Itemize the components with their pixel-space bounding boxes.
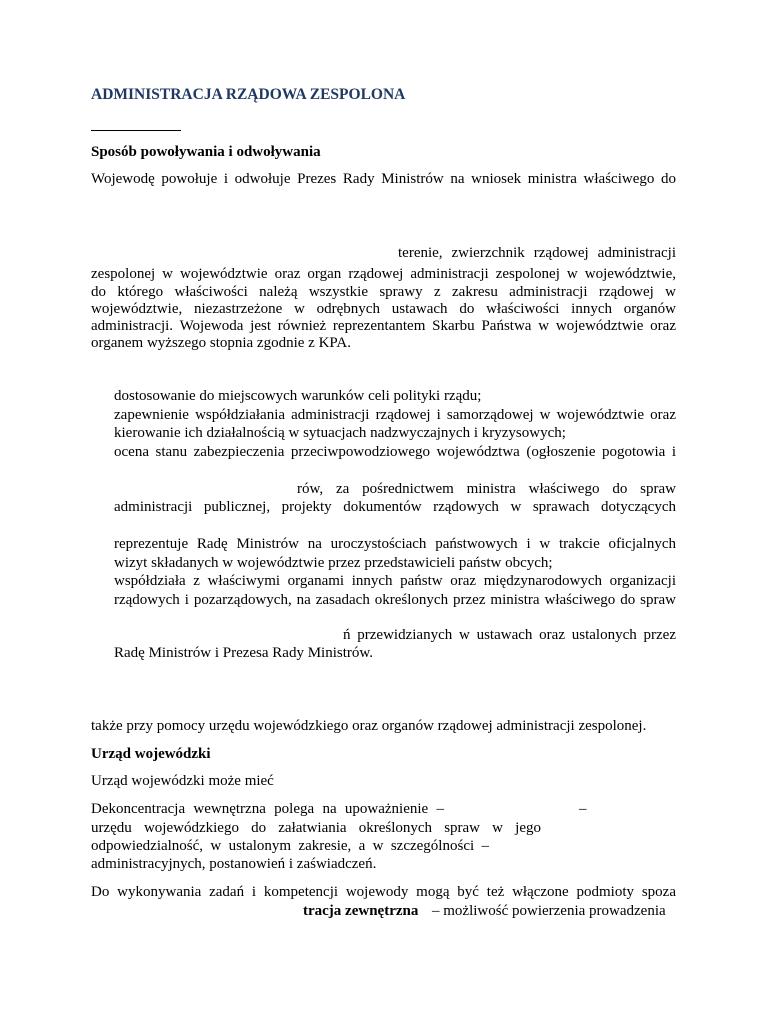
- list-item-line: zapewnienie współdziałania administracji rządowej i samorządowej w województwie oraz: [114, 407, 676, 423]
- list-item-line: reprezentuje Radę Ministrów na uroczystościach państwowych i w trakcie oficjalnych: [114, 536, 676, 552]
- list-item-line: współdziała z właściwymi organami innych państw oraz międzynarodowych organizacji: [114, 573, 676, 589]
- section-heading-appointment: Sposób powoływania i odwoływania: [91, 144, 321, 160]
- document-title: ADMINISTRACJA RZĄDOWA ZESPOLONA: [91, 86, 406, 103]
- paragraph-external-line-2: – możliwość powierzenia prowadzenia: [432, 903, 666, 919]
- external-deconcentration-term: tracja zewnętrzna: [303, 903, 419, 919]
- deconcentration-dash: –: [579, 801, 587, 817]
- list-item-line: ń przewidzianych w ustawach oraz ustalonych przez: [343, 627, 676, 643]
- paragraph-office-help: także przy pomocy urzędu wojewódzkiego oraz organów rządowej administracji zespolonej.: [91, 718, 647, 734]
- paragraph-office-may: Urząd wojewódzki może mieć: [91, 773, 274, 789]
- deconcentration-line-1: Dekoncentracja wewnętrzna polega na upoważnienie –: [91, 801, 444, 817]
- paragraph-role-line-5: administracji. Wojewoda jest również reprezentantem Skarbu Państwa w województwie oraz: [91, 318, 676, 334]
- list-item-line: Radę Ministrów i Prezesa Rady Ministrów.: [114, 645, 373, 661]
- title-underline-rule: [91, 130, 181, 131]
- paragraph-role-line-1: terenie, zwierzchnik rządowej administracji: [398, 245, 676, 261]
- list-item-line: rządowych i pozarządowych, na zasadach określonych przez ministra właściwego do spraw: [114, 592, 676, 608]
- deconcentration-line-2: urzędu wojewódzkiego do załatwiania określonych spraw w jego: [91, 820, 541, 836]
- list-item-line: kierowanie ich działalnością w sytuacjach nadzwyczajnych i kryzysowych;: [114, 425, 566, 441]
- list-item-line: wizyt składanych w województwie przez przedstawicieli państw obcych;: [114, 555, 553, 571]
- deconcentration-line-3: odpowiedzialność, w ustalonym zakresie, a w szczególności –: [91, 838, 489, 854]
- list-item-line: rów, za pośrednictwem ministra właściwego do spraw: [297, 481, 676, 497]
- list-item-line: dostosowanie do miejscowych warunków celi polityki rządu;: [114, 388, 482, 404]
- paragraph-role-line-2: zespolonej w województwie oraz organ rządowej administracji zespolonej w województwie,: [91, 266, 676, 282]
- paragraph-role-line-6: organem wyższego stopnia zgodnie z KPA.: [91, 335, 351, 351]
- paragraph-appointment-line: Wojewodę powołuje i odwołuje Prezes Rady Ministrów na wniosek ministra właściwego do: [91, 171, 676, 187]
- list-item-line: administracji publicznej, projekty dokumentów rządowych w sprawach dotyczących: [114, 499, 676, 515]
- section-heading-office: Urząd wojewódzki: [91, 746, 211, 762]
- deconcentration-line-4: administracyjnych, postanowień i zaświadczeń.: [91, 856, 377, 872]
- paragraph-role-line-3: do którego właściwości należą wszystkie sprawy z zakresu administracji rządowej w: [91, 284, 676, 300]
- list-item-line: ocena stanu zabezpieczenia przeciwpowodziowego województwa (ogłoszenie pogotowia i: [114, 444, 676, 460]
- paragraph-external-line-1: Do wykonywania zadań i kompetencji wojewody mogą być też włączone podmioty spoza: [91, 884, 676, 900]
- paragraph-role-line-4: województwie, niezastrzeżone w odrębnych ustawach do właściwości innych organów: [91, 301, 676, 317]
